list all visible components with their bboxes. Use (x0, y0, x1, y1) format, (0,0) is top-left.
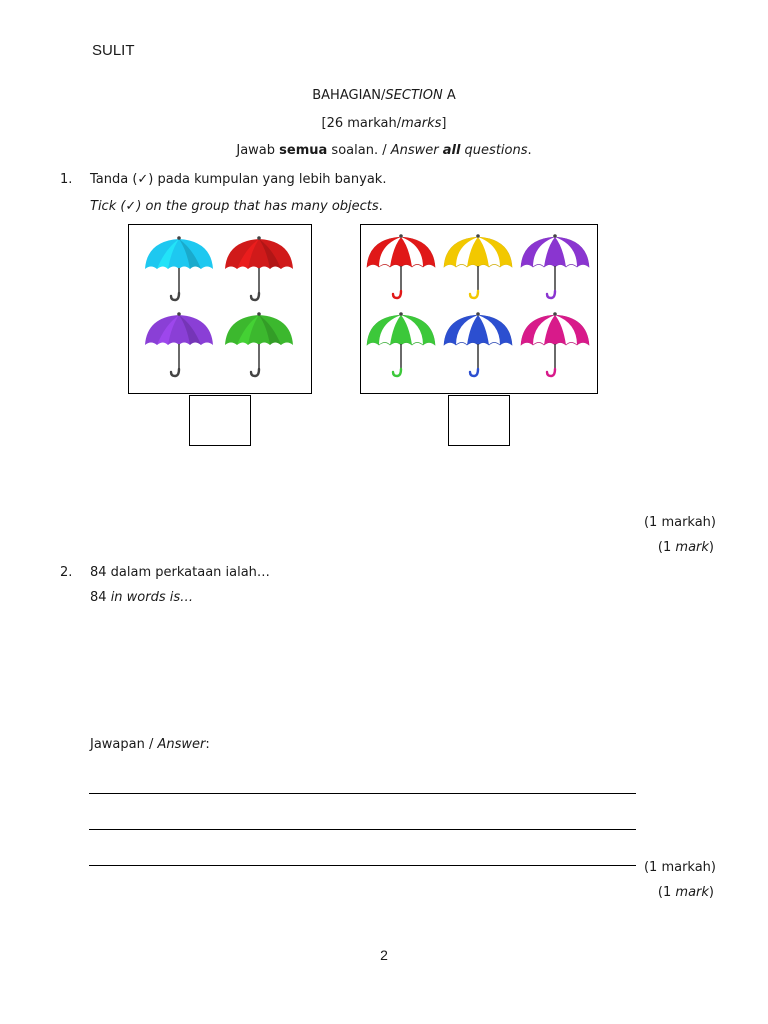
answer-label: Jawapan / Answer: (90, 737, 210, 752)
umbrella-icon (223, 235, 295, 303)
umbrella-icon (442, 311, 514, 379)
question-1-marks-english: (1 mark) (657, 540, 714, 555)
question-2-text-malay: 84 dalam perkataan ialah… (90, 565, 270, 580)
section-title: BAHAGIAN/SECTION A (312, 88, 456, 103)
tick-box-left[interactable] (189, 395, 251, 446)
question-2-text-english: 84 in words is… (90, 590, 194, 605)
confidentiality-label: SULIT (92, 42, 135, 59)
question-2-marks-malay: (1 markah) (643, 860, 716, 875)
answer-line-2[interactable] (89, 829, 636, 830)
umbrella-icon (365, 311, 437, 379)
question-1-marks-malay: (1 markah) (643, 515, 716, 530)
umbrella-icon (442, 233, 514, 301)
umbrella-icon (519, 311, 591, 379)
umbrella-icon (365, 233, 437, 301)
page-number: 2 (380, 947, 388, 963)
section-instructions: Jawab semua soalan. / Answer all questions. (236, 143, 532, 158)
umbrella-icon (223, 311, 295, 379)
umbrella-icon (143, 311, 215, 379)
umbrella-icon (143, 235, 215, 303)
question-1-text-english: Tick (✓) on the group that has many objects. (90, 199, 383, 214)
umbrella-group-right (360, 224, 598, 394)
question-2-number: 2. (60, 565, 73, 580)
answer-line-3[interactable] (89, 865, 636, 866)
answer-line-1[interactable] (89, 793, 636, 794)
question-2-marks-english: (1 mark) (657, 885, 714, 900)
umbrella-group-left (128, 224, 312, 394)
tick-box-right[interactable] (448, 395, 510, 446)
section-total-marks: [26 markah/marks] (321, 116, 447, 131)
question-1-text-malay: Tanda (✓) pada kumpulan yang lebih banyak. (90, 172, 387, 187)
question-1-number: 1. (60, 172, 73, 187)
umbrella-icon (519, 233, 591, 301)
